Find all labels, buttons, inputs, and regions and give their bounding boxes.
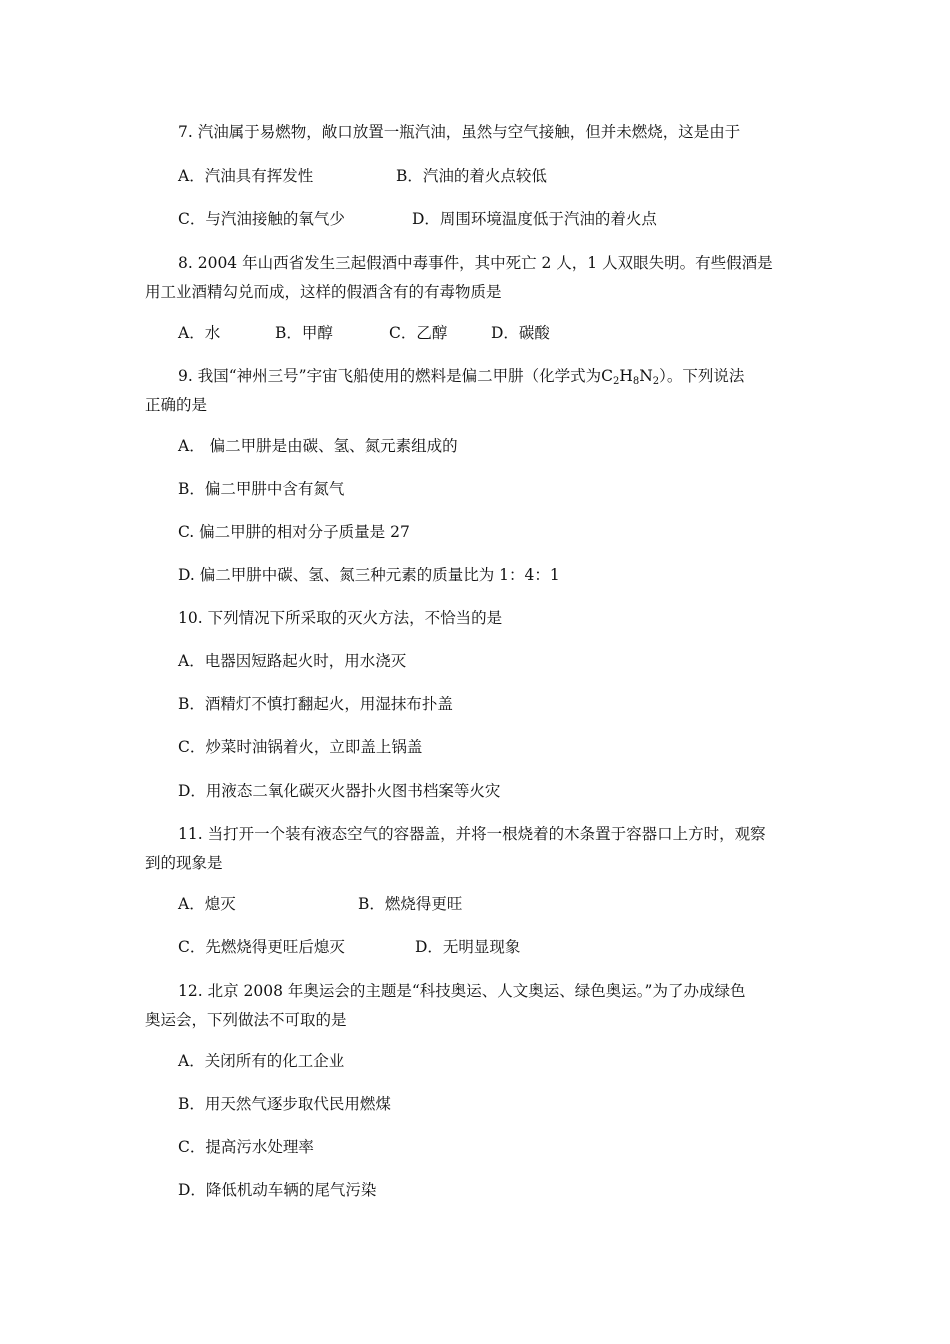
q7-option-a: A．汽油具有挥发性 xyxy=(178,167,314,185)
q11-options-row-1 xyxy=(178,894,462,914)
q12-option-d: D．降低机动车辆的尾气污染 xyxy=(178,1181,377,1199)
q12-option-b: B．用天然气逐步取代民用燃煤 xyxy=(178,1095,391,1113)
q12-option-c: C．提高污水处理率 xyxy=(178,1138,314,1156)
q7-stem: 7. 汽油属于易燃物，敞口放置一瓶汽油，虽然与空气接触，但并未燃烧，这是由于 xyxy=(178,123,741,141)
q7-option-d: D．周围环境温度低于汽油的着火点 xyxy=(412,210,657,228)
q7-option-b: B．汽油的着火点较低 xyxy=(396,167,547,185)
q9-stem-text-a: 9. 我国“神州三号”宇宙飞船使用的燃料是偏二甲肼（化学式为 xyxy=(178,367,602,385)
q9-stem-text-b: ）。下列说法 xyxy=(659,367,745,385)
q10-option-a: A．电器因短路起火时，用水浇灭 xyxy=(178,652,407,670)
q12-stem-line-2: 奥运会，下列做法不可取的是 xyxy=(145,1011,347,1029)
q11-option-a: A．熄灭 xyxy=(178,895,236,913)
q7-options-row-1 xyxy=(178,166,547,186)
q8-stem-line-2: 用工业酒精勾兑而成，这样的假酒含有的有毒物质是 xyxy=(145,283,502,301)
q8-stem-line-1: 8. 2004 年山西省发生三起假酒中毒事件，其中死亡 2 人，1 人双眼失明。有些假酒是 xyxy=(178,254,773,272)
q8-option-a: A．水 xyxy=(178,324,221,342)
q11-options-row-2 xyxy=(178,937,520,957)
q10-stem: 10. 下列情况下所采取的灭火方法，不恰当的是 xyxy=(178,609,503,627)
q9-option-b: B．偏二甲肼中含有氮气 xyxy=(178,480,345,498)
q8-option-b: B．甲醇 xyxy=(275,324,333,342)
q9-option-a: A． 偏二甲肼是由碳、氢、氮元素组成的 xyxy=(178,437,458,455)
q11-option-c: C．先燃烧得更旺后熄灭 xyxy=(178,938,345,956)
q9-option-d: D. 偏二甲肼中碳、氢、氮三种元素的质量比为 1：4：1 xyxy=(178,566,560,584)
q12-stem-line-1: 12. 北京 2008 年奥运会的主题是“科技奥运、人文奥运、绿色奥运。”为了办成绿色 xyxy=(178,982,746,1000)
q12-option-a: A．关闭所有的化工企业 xyxy=(178,1052,345,1070)
q9-formula: $C_2H_8N_2$ xyxy=(601,367,660,387)
q7-options-row-2 xyxy=(178,209,657,229)
q10-option-c: C．炒菜时油锅着火，立即盖上锅盖 xyxy=(178,738,423,756)
q9-stem-line-2: 正确的是 xyxy=(145,396,208,414)
q11-stem-line-2: 到的现象是 xyxy=(145,854,223,872)
q10-option-d: D．用液态二氧化碳灭火器扑火图书档案等火灾 xyxy=(178,782,501,800)
q9-stem-line-1 xyxy=(178,366,744,386)
q11-stem-line-1: 11. 当打开一个装有液态空气的容器盖，并将一根烧着的木条置于容器口上方时，观察 xyxy=(178,825,766,843)
q8-option-c: C．乙醇 xyxy=(389,324,448,342)
q8-options-row xyxy=(178,323,550,343)
q9-option-c: C. 偏二甲肼的相对分子质量是 27 xyxy=(178,523,410,541)
q11-option-b: B．燃烧得更旺 xyxy=(358,895,463,913)
q8-option-d: D．碳酸 xyxy=(491,324,550,342)
q7-option-c: C．与汽油接触的氧气少 xyxy=(178,210,345,228)
q11-option-d: D．无明显现象 xyxy=(415,938,521,956)
q10-option-b: B．酒精灯不慎打翻起火，用湿抹布扑盖 xyxy=(178,695,453,713)
